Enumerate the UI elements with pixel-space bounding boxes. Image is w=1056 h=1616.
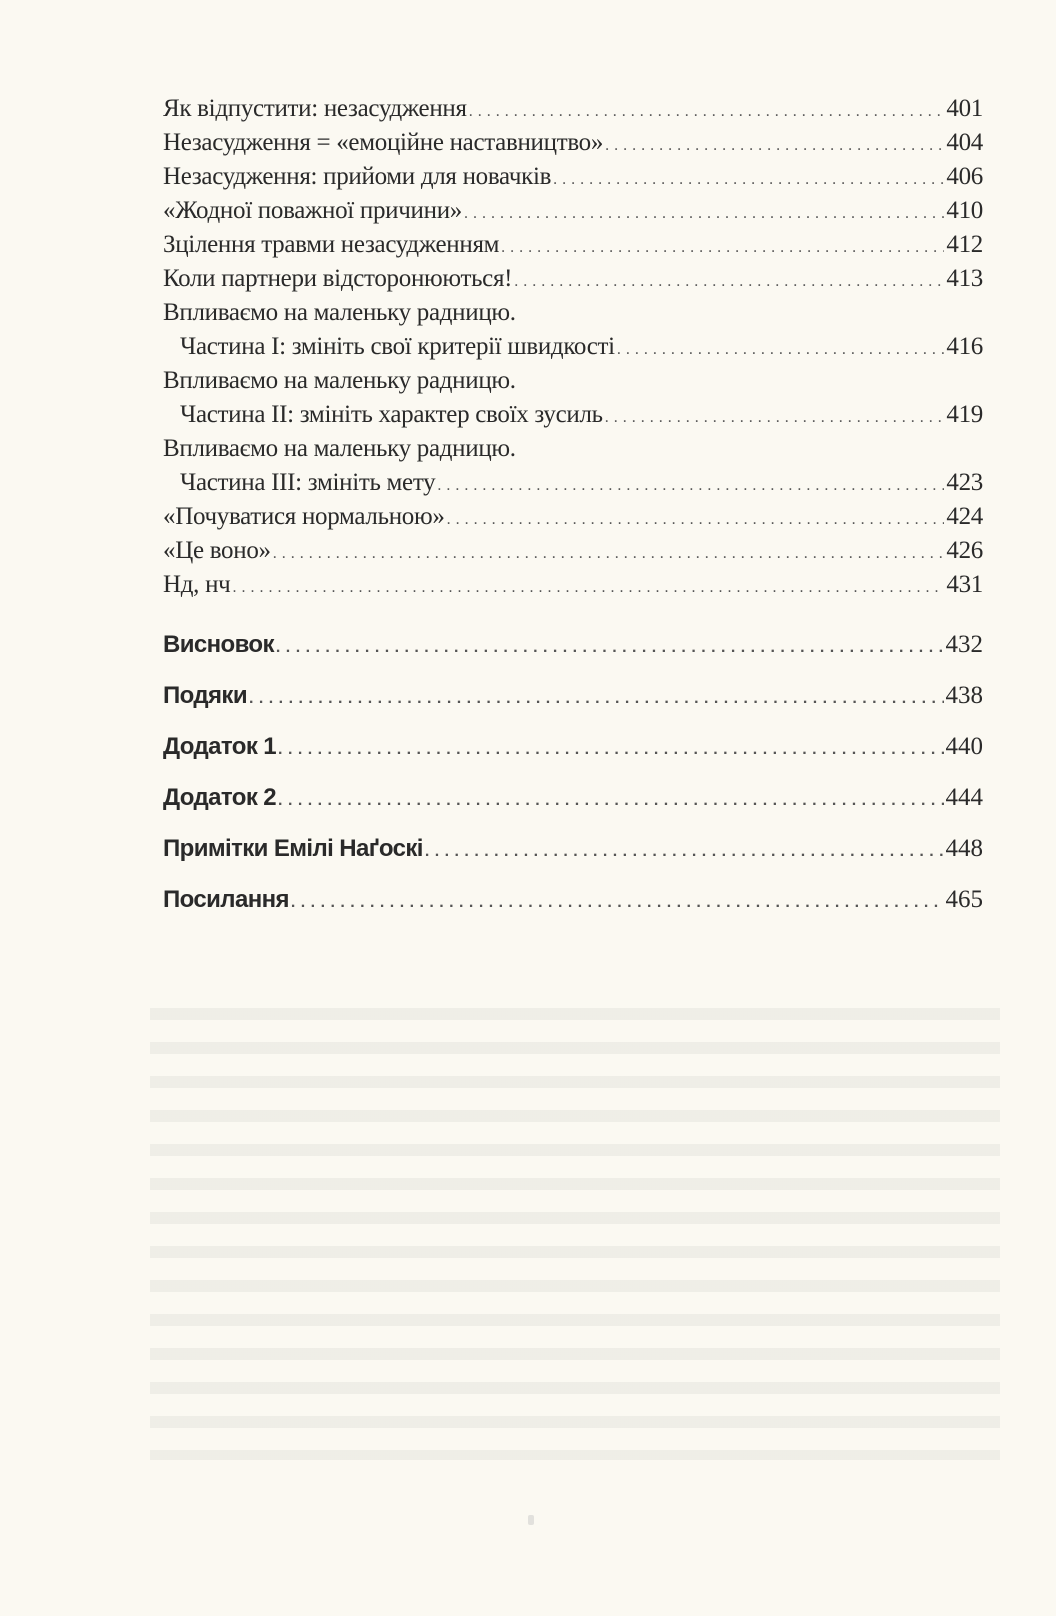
dot-leader [553,160,944,197]
toc-entry-page: 431 [946,571,983,598]
toc-section-page: 440 [945,733,983,760]
toc-entry-title: Коли партнери відсторонюються! [163,265,513,292]
toc-entry-heading [163,296,983,330]
toc-entry-page: 410 [946,197,983,224]
toc-entry-title: «Жодної поважної причини» [163,197,462,224]
dot-leader [447,500,945,537]
toc-entry-title: Впливаємо на маленьку радницю. [163,435,516,462]
page-number-mark [528,1515,534,1525]
toc-section-notes[interactable] [163,823,983,874]
toc-entry[interactable] [163,330,983,364]
toc-entry-heading [163,432,983,466]
dot-leader [232,568,944,605]
toc-entry-page: 406 [946,163,983,190]
toc-entry[interactable] [163,92,983,126]
toc-entry[interactable] [163,500,983,534]
toc-section-appendix-2[interactable] [163,772,983,823]
bleed-through-text [150,990,1000,1460]
toc-entry-title: Зцілення травми незасудженням [163,231,500,258]
toc-section-page: 438 [945,682,983,709]
dot-leader [278,772,943,826]
dot-leader [617,330,945,367]
toc-entry-title: Частина ІІ: змініть характер своїх зусиль [180,401,603,428]
toc-section-references[interactable] [163,874,983,925]
toc-entry-title: Частина ІІІ: змініть мету [180,469,436,496]
toc-section-title: Додаток 1 [163,733,277,760]
toc-entry[interactable] [163,126,983,160]
toc-entry[interactable] [163,466,983,500]
dot-leader [291,874,944,928]
toc-entry-page: 404 [946,129,983,156]
dot-leader [278,721,943,775]
toc-entry-page: 426 [946,537,983,564]
dot-leader [469,92,945,129]
toc-entry-title: Нд, нч [163,571,231,598]
toc-entry[interactable] [163,262,983,296]
dot-leader [437,466,944,503]
toc-entry-page: 423 [946,469,983,496]
toc-section-title: Висновок [163,631,274,658]
dot-leader [425,823,944,877]
dot-leader [276,619,944,673]
toc-entry-heading [163,364,983,398]
dot-leader [605,398,945,435]
toc-section-page: 432 [945,631,983,658]
toc-entry-title: Частина І: змініть свої критерії швидкості [180,333,615,360]
toc-entry[interactable] [163,228,983,262]
toc-entry-title: Незасудження = «емоційне наставництво» [163,129,604,156]
toc-section-title: Подяки [163,682,247,709]
toc-entry[interactable] [163,194,983,228]
toc-section-page: 465 [945,886,983,913]
dot-leader [249,670,944,724]
table-of-contents [163,92,983,925]
toc-entry[interactable] [163,398,983,432]
dot-leader [273,534,945,571]
toc-section-acknowledgments[interactable] [163,670,983,721]
toc-entry-page: 413 [946,265,983,292]
toc-section-page: 444 [945,784,983,811]
toc-entry-title: Впливаємо на маленьку радницю. [163,367,516,394]
dot-leader [464,194,944,231]
toc-entry-page: 416 [946,333,983,360]
toc-entry-title: «Це воно» [163,537,271,564]
toc-entry-title: Незасудження: прийоми для новачків [163,163,552,190]
dot-leader [605,126,944,163]
toc-section-title: Посилання [163,886,289,913]
toc-section-title: Додаток 2 [163,784,277,811]
dot-leader [514,262,944,299]
toc-section-page: 448 [945,835,983,862]
toc-entry-page: 424 [946,503,983,530]
toc-entry-page: 419 [946,401,983,428]
toc-section-appendix-1[interactable] [163,721,983,772]
toc-section-title: Примітки Емілі Наґоскі [163,835,423,862]
toc-entry-title: «Почуватися нормальною» [163,503,445,530]
toc-entry-title: Впливаємо на маленьку радницю. [163,299,516,326]
toc-entry-page: 412 [946,231,983,258]
toc-entry[interactable] [163,160,983,194]
dot-leader [501,228,944,265]
toc-entry-title: Як відпустити: незасудження [163,95,467,122]
toc-entry[interactable] [163,568,983,602]
toc-section-conclusion[interactable] [163,619,983,670]
toc-entry-page: 401 [946,95,983,122]
toc-entry[interactable] [163,534,983,568]
